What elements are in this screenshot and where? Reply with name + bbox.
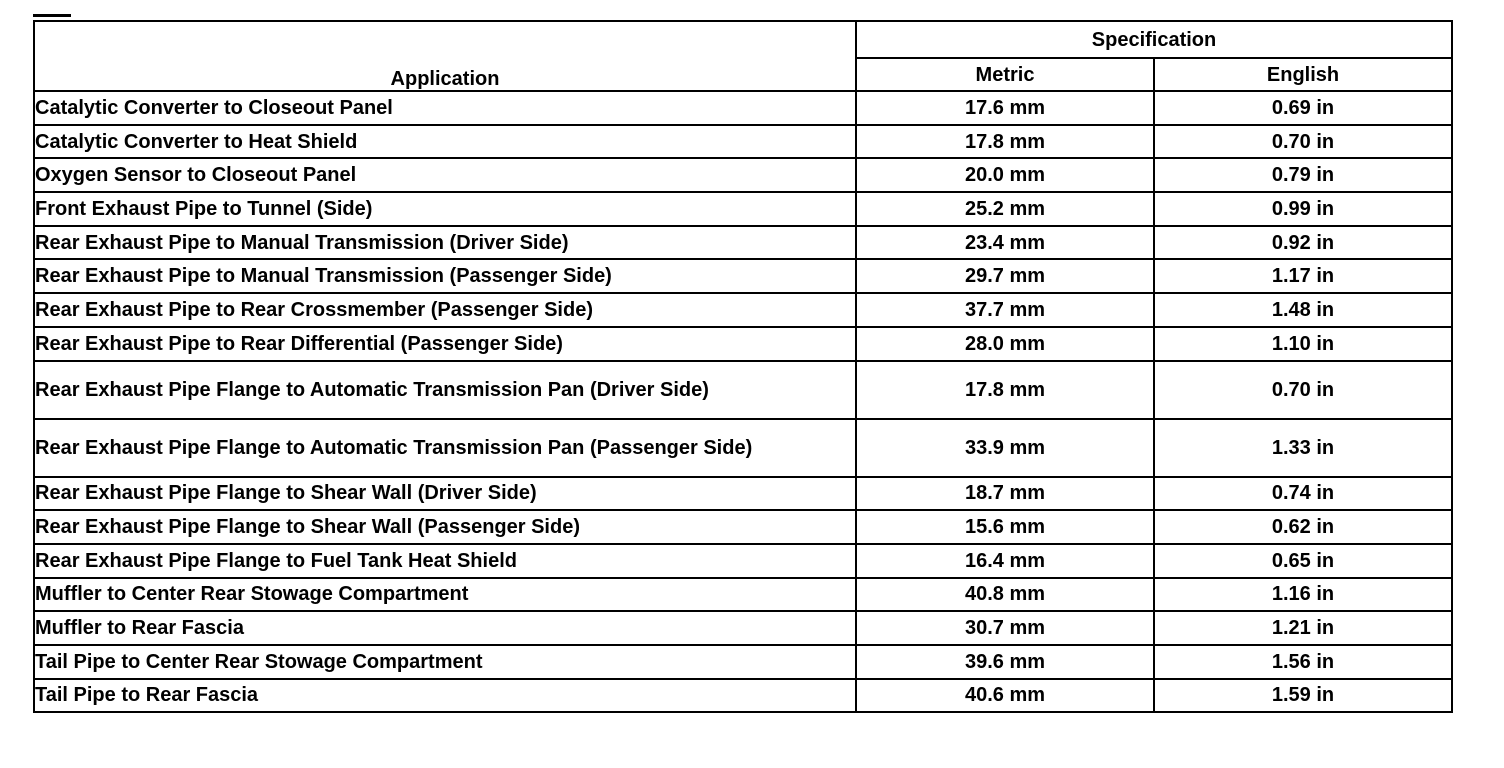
metric-cell: 17.8 mm (856, 125, 1154, 159)
metric-cell: 40.8 mm (856, 578, 1154, 612)
application-cell: Rear Exhaust Pipe Flange to Shear Wall (Passenger Side) (34, 510, 856, 544)
application-cell: Rear Exhaust Pipe Flange to Shear Wall (Driver Side) (34, 477, 856, 511)
english-cell: 1.10 in (1154, 327, 1452, 361)
english-cell: 0.70 in (1154, 361, 1452, 419)
table-row (34, 158, 1452, 192)
english-cell: 0.92 in (1154, 226, 1452, 260)
metric-cell: 30.7 mm (856, 611, 1154, 645)
application-header: Application (34, 21, 856, 91)
english-cell: 0.62 in (1154, 510, 1452, 544)
table-row (34, 679, 1452, 713)
application-cell: Tail Pipe to Center Rear Stowage Compartment (34, 645, 856, 679)
english-cell: 1.33 in (1154, 419, 1452, 477)
metric-header: Metric (856, 58, 1154, 91)
english-cell: 0.99 in (1154, 192, 1452, 226)
application-cell: Muffler to Center Rear Stowage Compartment (34, 578, 856, 612)
metric-cell: 37.7 mm (856, 293, 1154, 327)
application-cell: Rear Exhaust Pipe Flange to Automatic Transmission Pan (Driver Side) (34, 361, 856, 419)
specification-table (33, 20, 1453, 713)
metric-cell: 23.4 mm (856, 226, 1154, 260)
table-row (34, 361, 1452, 419)
english-cell: 0.69 in (1154, 91, 1452, 125)
english-cell: 1.56 in (1154, 645, 1452, 679)
table-row (34, 192, 1452, 226)
english-cell: 1.21 in (1154, 611, 1452, 645)
table-row (34, 293, 1452, 327)
application-cell: Catalytic Converter to Heat Shield (34, 125, 856, 159)
metric-cell: 17.8 mm (856, 361, 1154, 419)
english-cell: 1.48 in (1154, 293, 1452, 327)
table-row (34, 510, 1452, 544)
application-cell: Rear Exhaust Pipe Flange to Automatic Transmission Pan (Passenger Side) (34, 419, 856, 477)
table-row (34, 578, 1452, 612)
english-cell: 0.74 in (1154, 477, 1452, 511)
application-cell: Rear Exhaust Pipe to Manual Transmission (Driver Side) (34, 226, 856, 260)
table-row (34, 327, 1452, 361)
application-cell: Rear Exhaust Pipe to Rear Crossmember (Passenger Side) (34, 293, 856, 327)
application-cell: Catalytic Converter to Closeout Panel (34, 91, 856, 125)
table-header (34, 21, 1452, 91)
application-cell: Oxygen Sensor to Closeout Panel (34, 158, 856, 192)
metric-cell: 20.0 mm (856, 158, 1154, 192)
metric-cell: 29.7 mm (856, 259, 1154, 293)
application-cell: Tail Pipe to Rear Fascia (34, 679, 856, 713)
corner-rule (33, 14, 71, 17)
metric-cell: 15.6 mm (856, 510, 1154, 544)
metric-cell: 40.6 mm (856, 679, 1154, 713)
table-row (34, 645, 1452, 679)
english-cell: 0.79 in (1154, 158, 1452, 192)
english-cell: 1.17 in (1154, 259, 1452, 293)
metric-cell: 28.0 mm (856, 327, 1154, 361)
table-row (34, 259, 1452, 293)
table-row (34, 419, 1452, 477)
application-cell: Muffler to Rear Fascia (34, 611, 856, 645)
table-row (34, 226, 1452, 260)
metric-cell: 17.6 mm (856, 91, 1154, 125)
table-row (34, 91, 1452, 125)
english-cell: 0.70 in (1154, 125, 1452, 159)
application-cell: Rear Exhaust Pipe to Rear Differential (Passenger Side) (34, 327, 856, 361)
english-cell: 0.65 in (1154, 544, 1452, 578)
metric-cell: 25.2 mm (856, 192, 1154, 226)
application-cell: Front Exhaust Pipe to Tunnel (Side) (34, 192, 856, 226)
metric-cell: 33.9 mm (856, 419, 1154, 477)
specification-header: Specification (856, 21, 1452, 58)
application-cell: Rear Exhaust Pipe to Manual Transmission (Passenger Side) (34, 259, 856, 293)
metric-cell: 18.7 mm (856, 477, 1154, 511)
table-row (34, 125, 1452, 159)
english-header: English (1154, 58, 1452, 91)
metric-cell: 39.6 mm (856, 645, 1154, 679)
table-body (34, 91, 1452, 712)
table-row (34, 477, 1452, 511)
application-cell: Rear Exhaust Pipe Flange to Fuel Tank Heat Shield (34, 544, 856, 578)
english-cell: 1.16 in (1154, 578, 1452, 612)
english-cell: 1.59 in (1154, 679, 1452, 713)
metric-cell: 16.4 mm (856, 544, 1154, 578)
table-row (34, 544, 1452, 578)
table-row (34, 611, 1452, 645)
